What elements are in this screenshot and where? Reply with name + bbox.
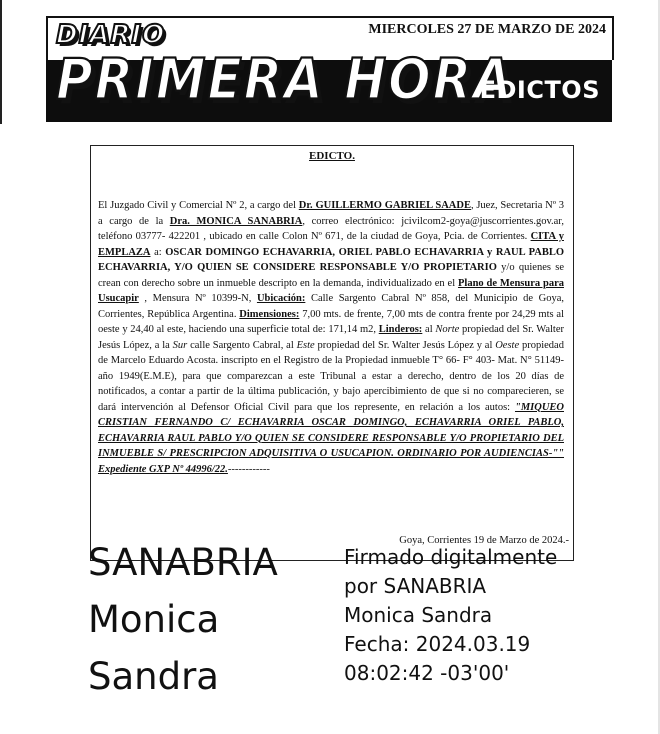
text-segment: El Juzgado Civil y Comercial Nº 2, a cargo del (98, 200, 299, 211)
text-segment: calle Sargento Cabral, al (187, 339, 297, 351)
plano-mensura: Plano de Mensura para Usucapir (98, 277, 564, 304)
brand-diario: DIARIO (56, 20, 166, 50)
text-segment: propiedad de Marcelo Eduardo Acosta. inscripto en el Registro de la Propiedad inmueble T° 66- F° 403- Mat. N° 51149- año 1949(E.M.E), para que comparezcan a este Tribunal a estar a derecho, dentro de los 20 días de notificados, a contar a partir de la última publicación, y bajo apercibimiento de que si no comparecieren, se dará intervención al Defensor Oficial Civil para que los represente, en relación a los autos: (98, 339, 564, 413)
signature-line-3: Monica Sandra (344, 603, 493, 627)
section-title: EDICTOS (479, 76, 600, 104)
ubicacion-label: Ubicación: (256, 293, 306, 304)
text-segment: , Juez, Secretaria Nº 3 a cargo de la (98, 200, 565, 227)
edict-body (98, 198, 564, 477)
brand-primera-hora: PRIMERA HORA (56, 47, 514, 112)
text-segment: , correo electrónico: jcivilcom2-goya@juscorrientes.gov.ar, teléfono 03777- 422201 , ubicado en calle Colon Nº 671, de la ciudad de Goya, Pcia. de Corrientes. (98, 215, 565, 242)
cita-emplaza: CITA y EMPLAZA (98, 231, 564, 258)
case-caption: "MIQUEO CRISTIAN FERNANDO C/ ECHAVARRIA OSCAR DOMINGO, ECHAVARRIA ORIEL PABLO, ECHAVARRIA RAUL PABLO Y/O QUIEN SE CONSIDERE RESPONSABLE Y/O PROPIETARIO DEL INMUEBLE S/ PRESCRIPCION ADQUISITIVA O USUCAPION. ORDINARIO POR AUDIENCIAS-"" Expediente GXP Nº 44996/22. (98, 401, 564, 475)
norte: Norte (435, 324, 460, 335)
signature-line-2: por SANABRIA (344, 574, 487, 598)
text-segment: propiedad del Sr. Walter Jesús López, a la (98, 324, 564, 351)
signature-line-1: Firmado digitalmente (344, 545, 558, 569)
este: Este (296, 339, 315, 351)
judge-name: Dr. GUILLERMO GABRIEL SAADE (298, 200, 471, 211)
secretary-name: Dra. MONICA SANABRIA (169, 215, 303, 227)
defendants: OSCAR DOMINGO ECHAVARRIA, ORIEL PABLO ECHAVARRIA y RAUL PABLO ECHAVARRIA, Y/O QUIEN SE CONSIDERE RESPONSABLE Y/O PROPIETARIO (98, 246, 565, 273)
text-segment: , Mensura Nº 10399-N, (138, 293, 257, 304)
digital-signature-info (344, 543, 557, 688)
text-segment: al (422, 324, 436, 335)
text-segment: propiedad del Sr. Walter Jesús López y al (314, 339, 496, 351)
oeste: Oeste (495, 339, 520, 351)
trailing-dashes: ------------ (227, 463, 270, 475)
signer-name-block (88, 534, 278, 705)
signature-date: Fecha: 2024.03.19 (344, 632, 531, 656)
text-segment: a: (150, 246, 166, 258)
edict-document (90, 145, 574, 561)
sur: Sur (172, 339, 188, 351)
page-left-rule (0, 0, 2, 124)
linderos-label: Linderos: (378, 324, 423, 335)
newspaper-header (46, 16, 612, 122)
edict-title: EDICTO. (309, 150, 355, 162)
text-segment: Calle Sargento Cabral Nº 858, del Municipio de Goya, Corrientes, República Argentina. (98, 293, 564, 320)
place-and-date: Goya, Corrientes 19 de Marzo de 2024.- (399, 535, 569, 546)
signer-first-name: Monica (88, 598, 220, 641)
text-segment: 7,00 mts. de frente, 7,00 mts de contra frente por 24,29 mts al oeste y 24,40 al este, haciendo una superficie total de: 171,14 m2, (98, 308, 564, 335)
issue-date: MIERCOLES 27 DE MARZO DE 2024 (368, 22, 606, 37)
signature-time: 08:02:42 -03'00' (344, 661, 510, 685)
text-segment: y/o quienes se crean con derecho sobre un inmueble descripto en la demanda, individualizado en el (98, 262, 564, 289)
dimensiones-label: Dimensiones: (239, 308, 300, 320)
signer-surname: SANABRIA (88, 541, 278, 584)
signer-middle-name: Sandra (88, 655, 219, 698)
